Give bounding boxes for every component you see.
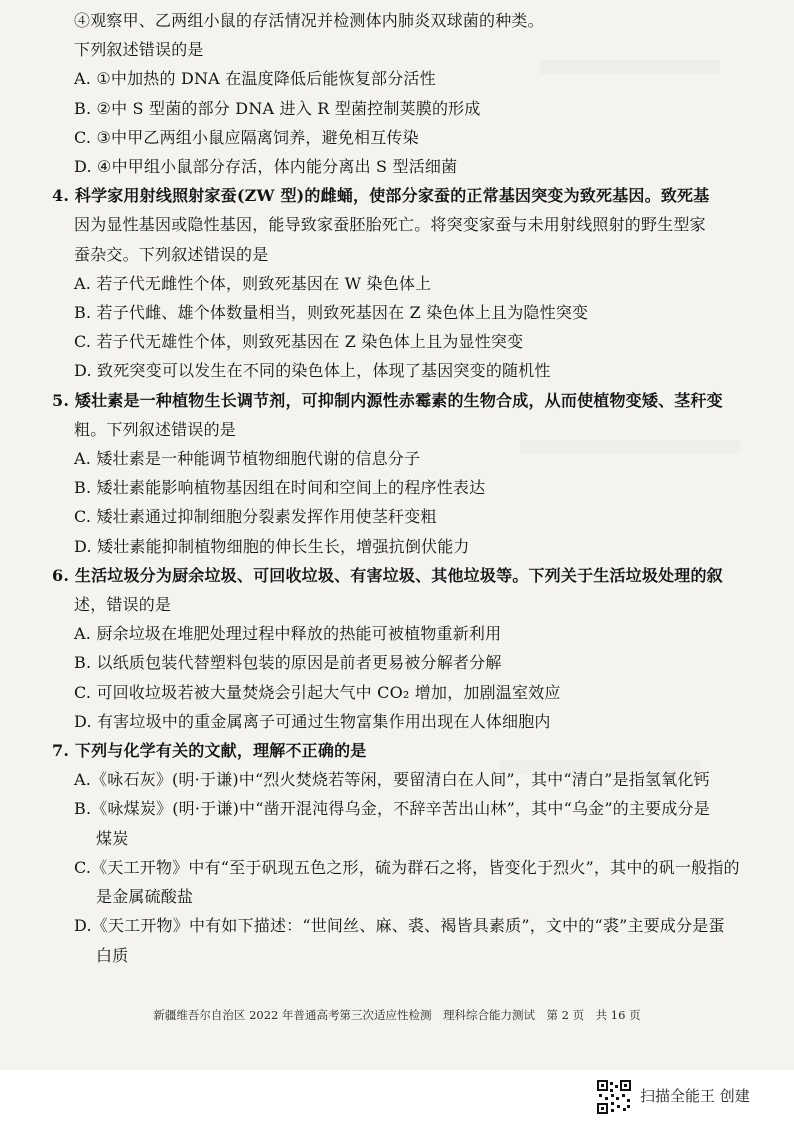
answer-option-line: A.《咏石灰》(明·于谦)中“烈火焚烧若等闲，要留清白在人间”，其中“清白”是指氢氧化钙	[74, 770, 710, 790]
text-line: 粗。下列叙述错误的是	[74, 419, 237, 439]
answer-option-line: D. 矮壮素能抑制植物细胞的伸长生长，增强抗倒伏能力	[74, 536, 470, 556]
answer-option-line: C. 矮壮素通过抑制细胞分裂素发挥作用使茎秆变粗	[74, 507, 437, 527]
answer-option-line: A. 若子代无雌性个体，则致死基因在 W 染色体上	[74, 273, 432, 293]
answer-option-line: B. 以纸质包装代替塑料包装的原因是前者更易被分解者分解	[74, 653, 502, 673]
answer-option-line: D. ④中甲组小鼠部分存活，体内能分离出 S 型活细菌	[74, 157, 458, 177]
text-line: 煤炭	[96, 828, 129, 848]
text-line: ④观察甲、乙两组小鼠的存活情况并检测体内肺炎双球菌的种类。	[74, 11, 544, 30]
question-stem-line: 6. 生活垃圾分为厨余垃圾、可回收垃圾、有害垃圾、其他垃圾等。下列关于生活垃圾处理的叙	[52, 565, 723, 585]
question-stem-line: 5. 矮壮素是一种植物生长调节剂，可抑制内源性赤霉素的生物合成，从而使植物变矮、茎秆变	[52, 390, 723, 410]
answer-option-line: C. ③中甲乙两组小鼠应隔离饲养，避免相互传染	[74, 127, 419, 147]
answer-option-line: A. 矮壮素是一种能调节植物细胞代谢的信息分子	[74, 449, 421, 469]
text-line: 是金属硫酸盐	[96, 887, 194, 907]
answer-option-line: B. ②中 S 型菌的部分 DNA 进入 R 型菌控制荚膜的形成	[74, 98, 481, 118]
question-stem-line: 7. 下列与化学有关的文献，理解不正确的是	[52, 741, 367, 761]
answer-option-line: D.《天工开物》中有如下描述：“世间丝、麻、裘、褐皆具素质”，文中的“裘”主要成分是蛋	[74, 916, 725, 936]
answer-option-line: C.《天工开物》中有“至于矾现五色之形，硫为群石之将，皆变化于烈火”，其中的矾一般指的	[74, 857, 740, 877]
text-line: 蚕杂交。下列叙述错误的是	[74, 244, 269, 264]
scanner-watermark-strip	[0, 1070, 794, 1124]
answer-option-line: D. 有害垃圾中的重金属离子可通过生物富集作用出现在人体细胞内	[74, 711, 551, 731]
answer-option-line: A. ①中加热的 DNA 在温度降低后能恢复部分活性	[74, 69, 436, 89]
answer-option-line: B.《咏煤炭》(明·于谦)中“凿开混沌得乌金，不辞辛苦出山林”，其中“乌金”的主要成分是	[74, 799, 710, 819]
text-line: 述，错误的是	[74, 595, 172, 615]
question-stem-line: 4. 科学家用射线照射家蚕(ZW 型)的雌蛹，使部分家蚕的正常基因突变为致死基因。致死基	[52, 186, 710, 206]
answer-option-line: A. 厨余垃圾在堆肥处理过程中释放的热能可被植物重新利用	[74, 624, 502, 644]
qr-code-icon	[597, 1080, 631, 1114]
scanner-brand-label: 扫描全能王 创建	[640, 1087, 750, 1105]
answer-option-line: D. 致死突变可以发生在不同的染色体上，体现了基因突变的随机性	[74, 361, 551, 381]
answer-option-line: C. 可回收垃圾若被大量焚烧会引起大气中 CO₂ 增加，加剧温室效应	[74, 682, 561, 702]
answer-option-line: B. 矮壮素能影响植物基因组在时间和空间上的程序性表达	[74, 478, 486, 498]
text-line: 白质	[96, 945, 129, 965]
answer-option-line: C. 若子代无雄性个体，则致死基因在 Z 染色体上且为显性突变	[74, 332, 524, 352]
answer-option-line: B. 若子代雌、雄个体数量相当，则致死基因在 Z 染色体上且为隐性突变	[74, 303, 589, 323]
document-body	[52, 6, 742, 970]
text-line: 因为显性基因或隐性基因，能导致家蚕胚胎死亡。将突变家蚕与未用射线照射的野生型家	[74, 215, 706, 235]
page-footer: 新疆维吾尔自治区 2022 年普通高考第三次适应性检测 理科综合能力测试 第 2 页 共 16 页	[153, 1008, 641, 1022]
text-line: 下列叙述错误的是	[74, 40, 204, 60]
